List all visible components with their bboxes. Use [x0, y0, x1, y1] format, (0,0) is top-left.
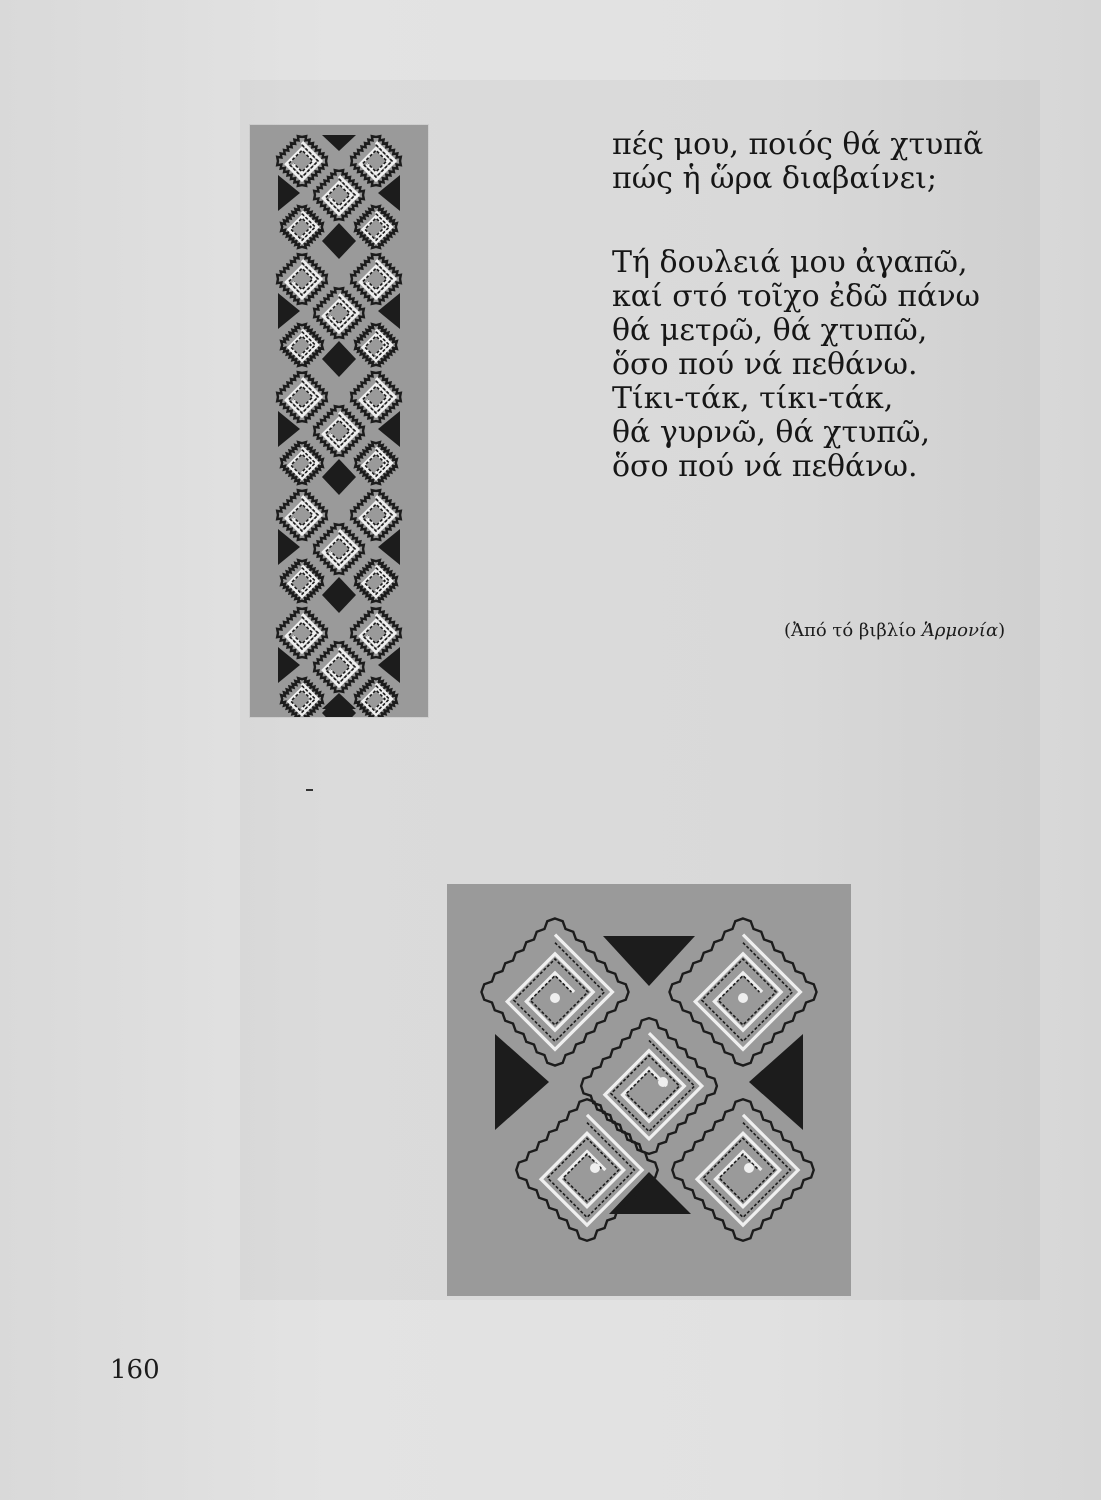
poem-line: ὅσο πού νά πεθάνω. [612, 449, 918, 484]
spiral-motif [351, 556, 400, 605]
dark-diamond [322, 341, 356, 377]
page-number: 160 [110, 1355, 160, 1385]
dark-triangle [378, 647, 400, 683]
dark-triangle [378, 411, 400, 447]
source-book-title: Ἁρμονία [921, 620, 999, 641]
dark-triangle [378, 175, 400, 211]
band-pattern-svg [250, 125, 428, 717]
dark-triangle [278, 647, 300, 683]
poem-line: θά μετρῶ, θά χτυπῶ, [612, 313, 928, 348]
dark-triangle [322, 135, 356, 151]
spiral-motif [351, 674, 400, 717]
spiral-dark-line [694, 943, 793, 1042]
spiral-motif [277, 202, 326, 251]
spiral-motif [277, 556, 326, 605]
dark-triangle [278, 411, 300, 447]
poem-line: ὅσο πού νά πεθάνω. [612, 347, 918, 382]
light-dot [658, 1077, 668, 1087]
spiral-motif [310, 284, 368, 342]
spiral-motif [277, 438, 326, 487]
spiral-light-line [498, 935, 613, 1050]
zigzag-border [277, 674, 326, 717]
light-dot [550, 993, 560, 1003]
source-suffix: ) [998, 620, 1006, 641]
dark-triangle [378, 529, 400, 565]
spiral-dark-line [603, 1040, 694, 1131]
poem-line: Τή δουλειά μου ἀγαπῶ, [612, 245, 968, 280]
dark-triangle [495, 1034, 549, 1130]
spiral-motif [511, 1094, 662, 1245]
spiral-motif [576, 1013, 722, 1159]
source-citation [784, 620, 1005, 641]
square-pattern-svg [447, 884, 851, 1296]
poem-line: πές μου, ποιός θά χτυπᾶ [612, 127, 984, 162]
spiral-motif [310, 166, 368, 224]
spiral-light-line [686, 935, 801, 1050]
dark-diamond [322, 223, 356, 259]
poem [612, 128, 1082, 484]
poem-line: θά γυρνῶ, θά χτυπῶ, [612, 415, 931, 450]
spiral-motif [351, 320, 400, 369]
dark-triangle [278, 293, 300, 329]
spiral-dark-line [506, 943, 605, 1042]
spiral-motif [310, 520, 368, 578]
dark-triangle [278, 529, 300, 565]
dark-diamond [322, 459, 356, 495]
poem-line: καί στό τοῖχο ἐδῶ πάνω [612, 279, 981, 314]
spiral-motif [310, 402, 368, 460]
square-embroidery-motif [447, 884, 851, 1296]
light-dot [744, 1163, 754, 1173]
spiral-motif [351, 202, 400, 251]
ink-speck [306, 789, 313, 791]
zigzag-border [351, 674, 400, 717]
dark-triangle [322, 693, 356, 709]
vertical-embroidery-band [250, 125, 428, 717]
spiral-motif [277, 320, 326, 369]
dark-triangle [749, 1034, 803, 1130]
spiral-motif [310, 638, 368, 696]
light-dot [590, 1163, 600, 1173]
dark-diamond [322, 577, 356, 613]
source-prefix: (Ἀπό τό βιβλίο [784, 620, 922, 641]
poem-stanza-2 [612, 246, 1082, 484]
spiral-motif [277, 674, 326, 717]
light-dot [738, 993, 748, 1003]
poem-line: Τίκι-τάκ, τίκι-τάκ, [612, 381, 894, 416]
dark-triangle [378, 293, 400, 329]
spiral-dark-line [696, 1123, 791, 1218]
spiral-motif [351, 438, 400, 487]
dark-triangle [278, 175, 300, 211]
poem-stanza-1 [612, 128, 1082, 196]
poem-line: πώς ἡ ὥρα διαβαίνει; [612, 161, 938, 196]
